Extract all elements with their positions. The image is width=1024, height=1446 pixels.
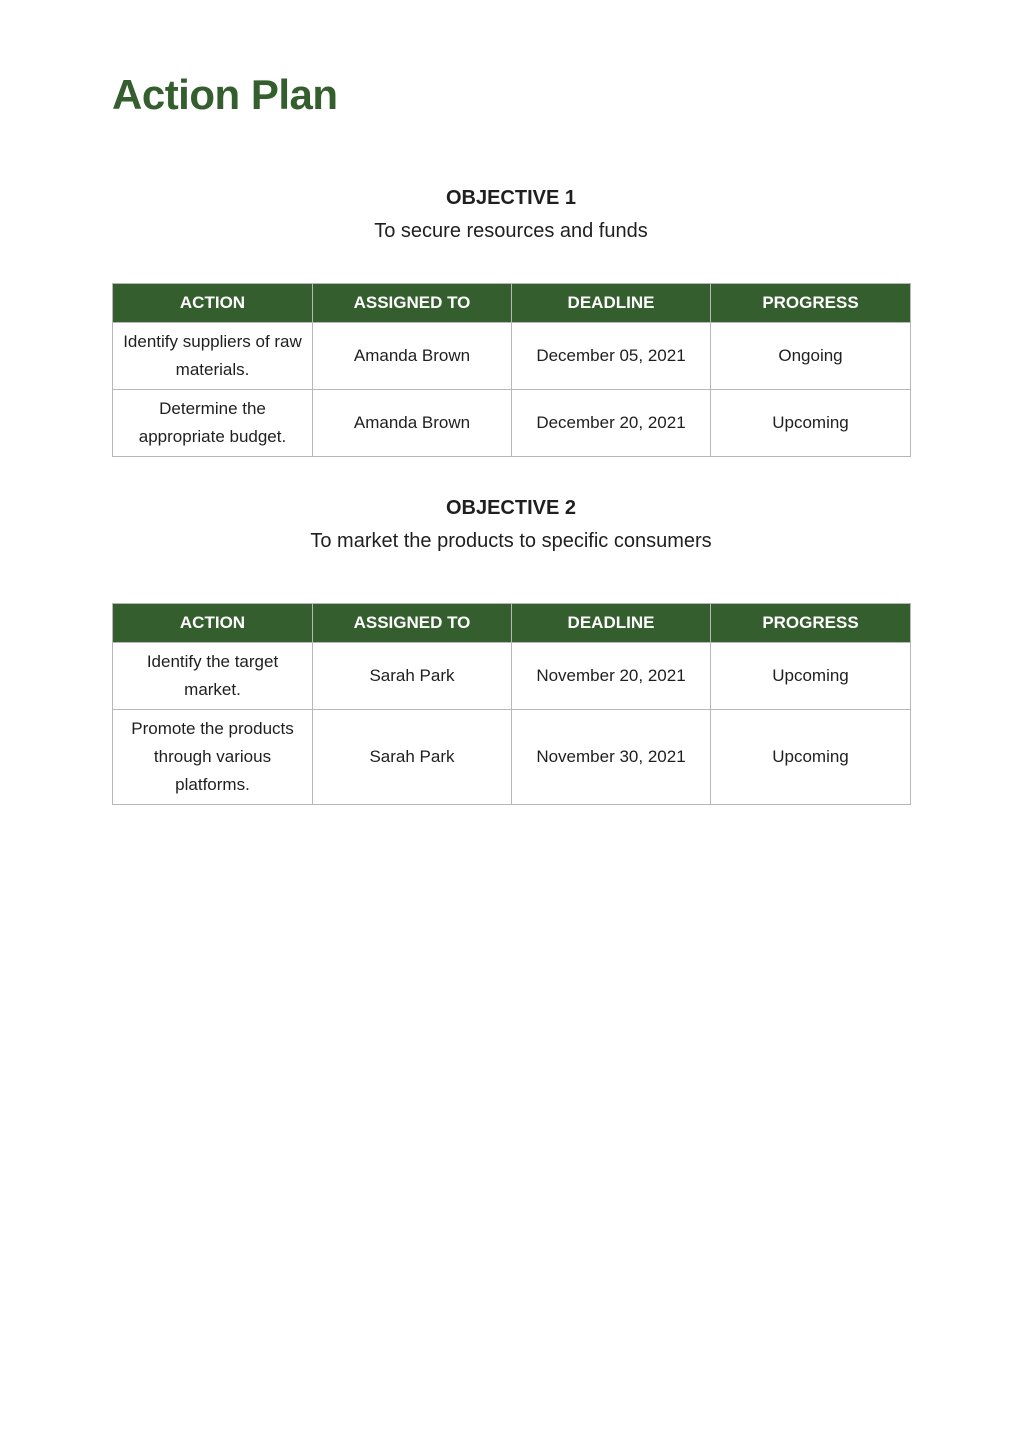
column-header-action: ACTION	[113, 284, 313, 323]
progress-cell: Upcoming	[711, 390, 911, 457]
column-header-assigned-to: ASSIGNED TO	[313, 284, 512, 323]
objective-1-heading: OBJECTIVE 1	[445, 187, 577, 209]
action-cell: Determine the appropriate budget.	[113, 390, 313, 457]
table-header-row	[113, 284, 911, 323]
column-header-progress: PROGRESS	[711, 604, 911, 643]
column-header-assigned-to: ASSIGNED TO	[313, 604, 512, 643]
table-row	[113, 323, 911, 390]
column-header-deadline: DEADLINE	[512, 604, 711, 643]
column-header-action: ACTION	[113, 604, 313, 643]
objective-1-description: To secure resources and funds	[374, 220, 648, 242]
assigned-to-cell: Sarah Park	[313, 643, 512, 710]
deadline-cell: December 05, 2021	[512, 323, 711, 390]
table-row	[113, 710, 911, 805]
table-header-row	[113, 604, 911, 643]
assigned-to-cell: Amanda Brown	[313, 390, 512, 457]
assigned-to-cell: Amanda Brown	[313, 323, 512, 390]
column-header-progress: PROGRESS	[711, 284, 911, 323]
progress-cell: Upcoming	[711, 710, 911, 805]
column-header-deadline: DEADLINE	[512, 284, 711, 323]
objective-2-description: To market the products to specific consumers	[310, 530, 712, 552]
objective-2-table	[112, 603, 911, 805]
deadline-cell: November 30, 2021	[512, 710, 711, 805]
page-title: Action Plan	[112, 71, 338, 118]
assigned-to-cell: Sarah Park	[313, 710, 512, 805]
progress-cell: Ongoing	[711, 323, 911, 390]
action-cell: Identify the target market.	[113, 643, 313, 710]
progress-cell: Upcoming	[711, 643, 911, 710]
objective-2-heading: OBJECTIVE 2	[445, 497, 577, 519]
deadline-cell: November 20, 2021	[512, 643, 711, 710]
table-row	[113, 643, 911, 710]
action-cell: Identify suppliers of raw materials.	[113, 323, 313, 390]
deadline-cell: December 20, 2021	[512, 390, 711, 457]
action-cell: Promote the products through various platforms.	[113, 710, 313, 805]
table-row	[113, 390, 911, 457]
objective-1-table	[112, 283, 911, 457]
